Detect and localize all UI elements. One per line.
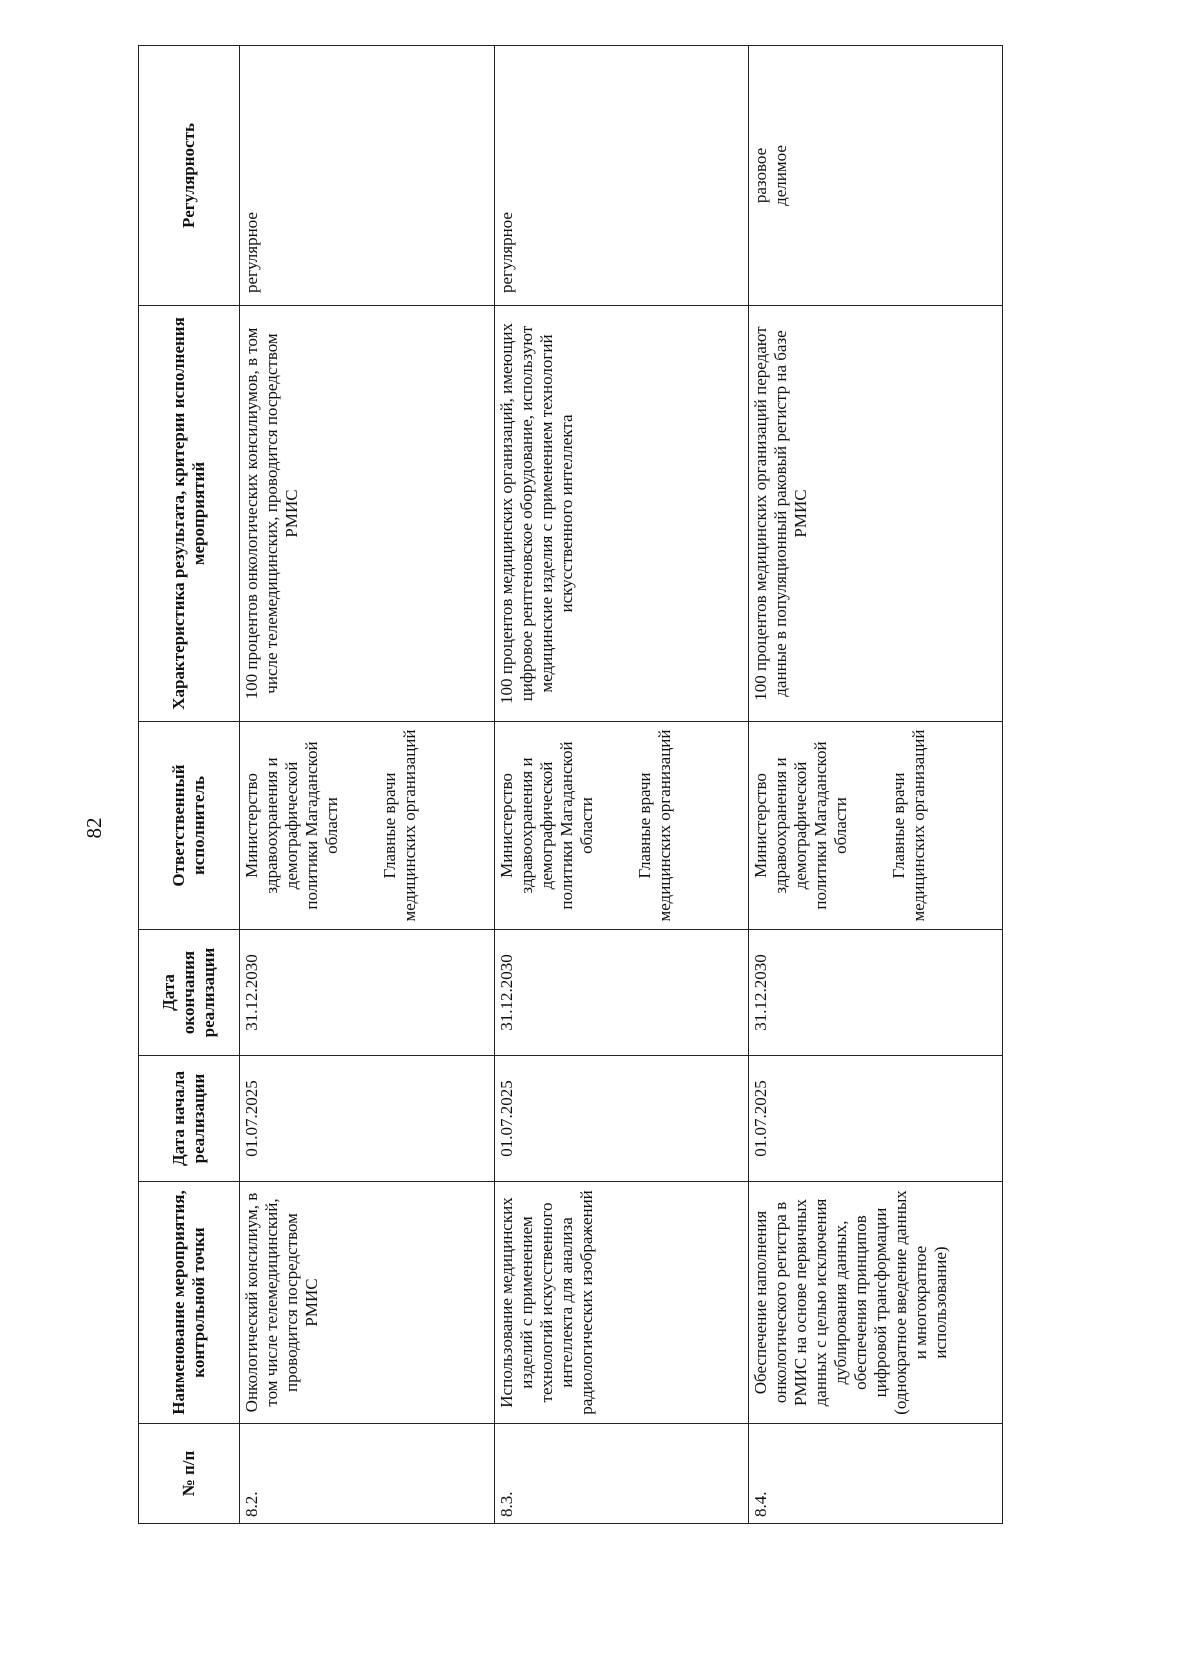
table-row	[494, 46, 749, 1524]
row-regularity	[749, 46, 1003, 306]
header-end: Дата окончания реализации	[139, 930, 240, 1056]
measures-table	[138, 45, 1003, 1524]
row-responsible	[494, 722, 749, 930]
row-start: 01.07.2025	[494, 1056, 749, 1182]
table-row	[240, 46, 495, 1524]
table-header-row	[139, 46, 240, 1524]
table-row	[749, 46, 1003, 1524]
regularity-divisible: делимое	[771, 145, 791, 206]
row-name: Использование медицинских изделий с применением технологий искусственного интеллекта для анализа радиологических изображений	[494, 1182, 749, 1424]
header-name: Наименование мероприятия, контрольной точки	[139, 1182, 240, 1424]
row-num: 8.2.	[240, 1424, 495, 1524]
row-num: 8.3.	[494, 1424, 749, 1524]
row-responsible	[240, 722, 495, 930]
row-name: Обеспечение наполнения онкологического регистра в РМИС на основе первичных данных с целью исключения дублирования данных, обеспечения принципов цифровой трансформации (однократное введение данных и многократное использование)	[749, 1182, 1003, 1424]
responsible-chief-doctors: Главные врачи медицинских организаций	[634, 729, 674, 922]
responsible-ministry: Министерство здравоохранения и демографической политики Магаданской области	[242, 741, 341, 910]
row-start: 01.07.2025	[749, 1056, 1003, 1182]
responsible-ministry: Министерство здравоохранения и демографической политики Магаданской области	[496, 741, 596, 910]
row-end: 31.12.2030	[494, 930, 749, 1056]
row-regularity: регулярное	[494, 46, 749, 306]
row-num: 8.4.	[749, 1424, 1003, 1524]
row-end: 31.12.2030	[240, 930, 495, 1056]
row-criteria: 100 процентов медицинских организаций, имеющих цифровое рентгеновское оборудование, используют медицинские изделия с применением технологий искусственного интеллекта	[494, 306, 749, 722]
row-name: Онкологический консилиум, в том числе телемедицинский, проводится посредством РМИС	[240, 1182, 495, 1424]
row-regularity: регулярное	[240, 46, 495, 306]
row-responsible	[749, 722, 1003, 930]
measures-table-container	[138, 46, 1003, 1524]
row-criteria: 100 процентов онкологических консилиумов, в том числе телемедицинских, проводится посредством РМИС	[240, 306, 495, 722]
row-criteria: 100 процентов медицинских организаций передают данные в популяционный раковый регистр на базе РМИС	[749, 306, 1003, 722]
responsible-chief-doctors: Главные врачи медицинских организаций	[380, 729, 419, 922]
header-num: № п/п	[139, 1424, 240, 1524]
header-criteria: Характеристика результата, критерии исполнения мероприятий	[139, 306, 240, 722]
page-number: 82	[82, 817, 106, 839]
regularity-once: разовое	[751, 147, 771, 204]
header-responsible: Ответственный исполнитель	[139, 722, 240, 930]
row-end: 31.12.2030	[749, 930, 1003, 1056]
row-start: 01.07.2025	[240, 1056, 495, 1182]
header-regularity: Регулярность	[139, 46, 240, 306]
responsible-ministry: Министерство здравоохранения и демографической политики Магаданской области	[751, 741, 851, 910]
header-start: Дата начала реализации	[139, 1056, 240, 1182]
responsible-chief-doctors: Главные врачи медицинских организаций	[889, 729, 929, 922]
